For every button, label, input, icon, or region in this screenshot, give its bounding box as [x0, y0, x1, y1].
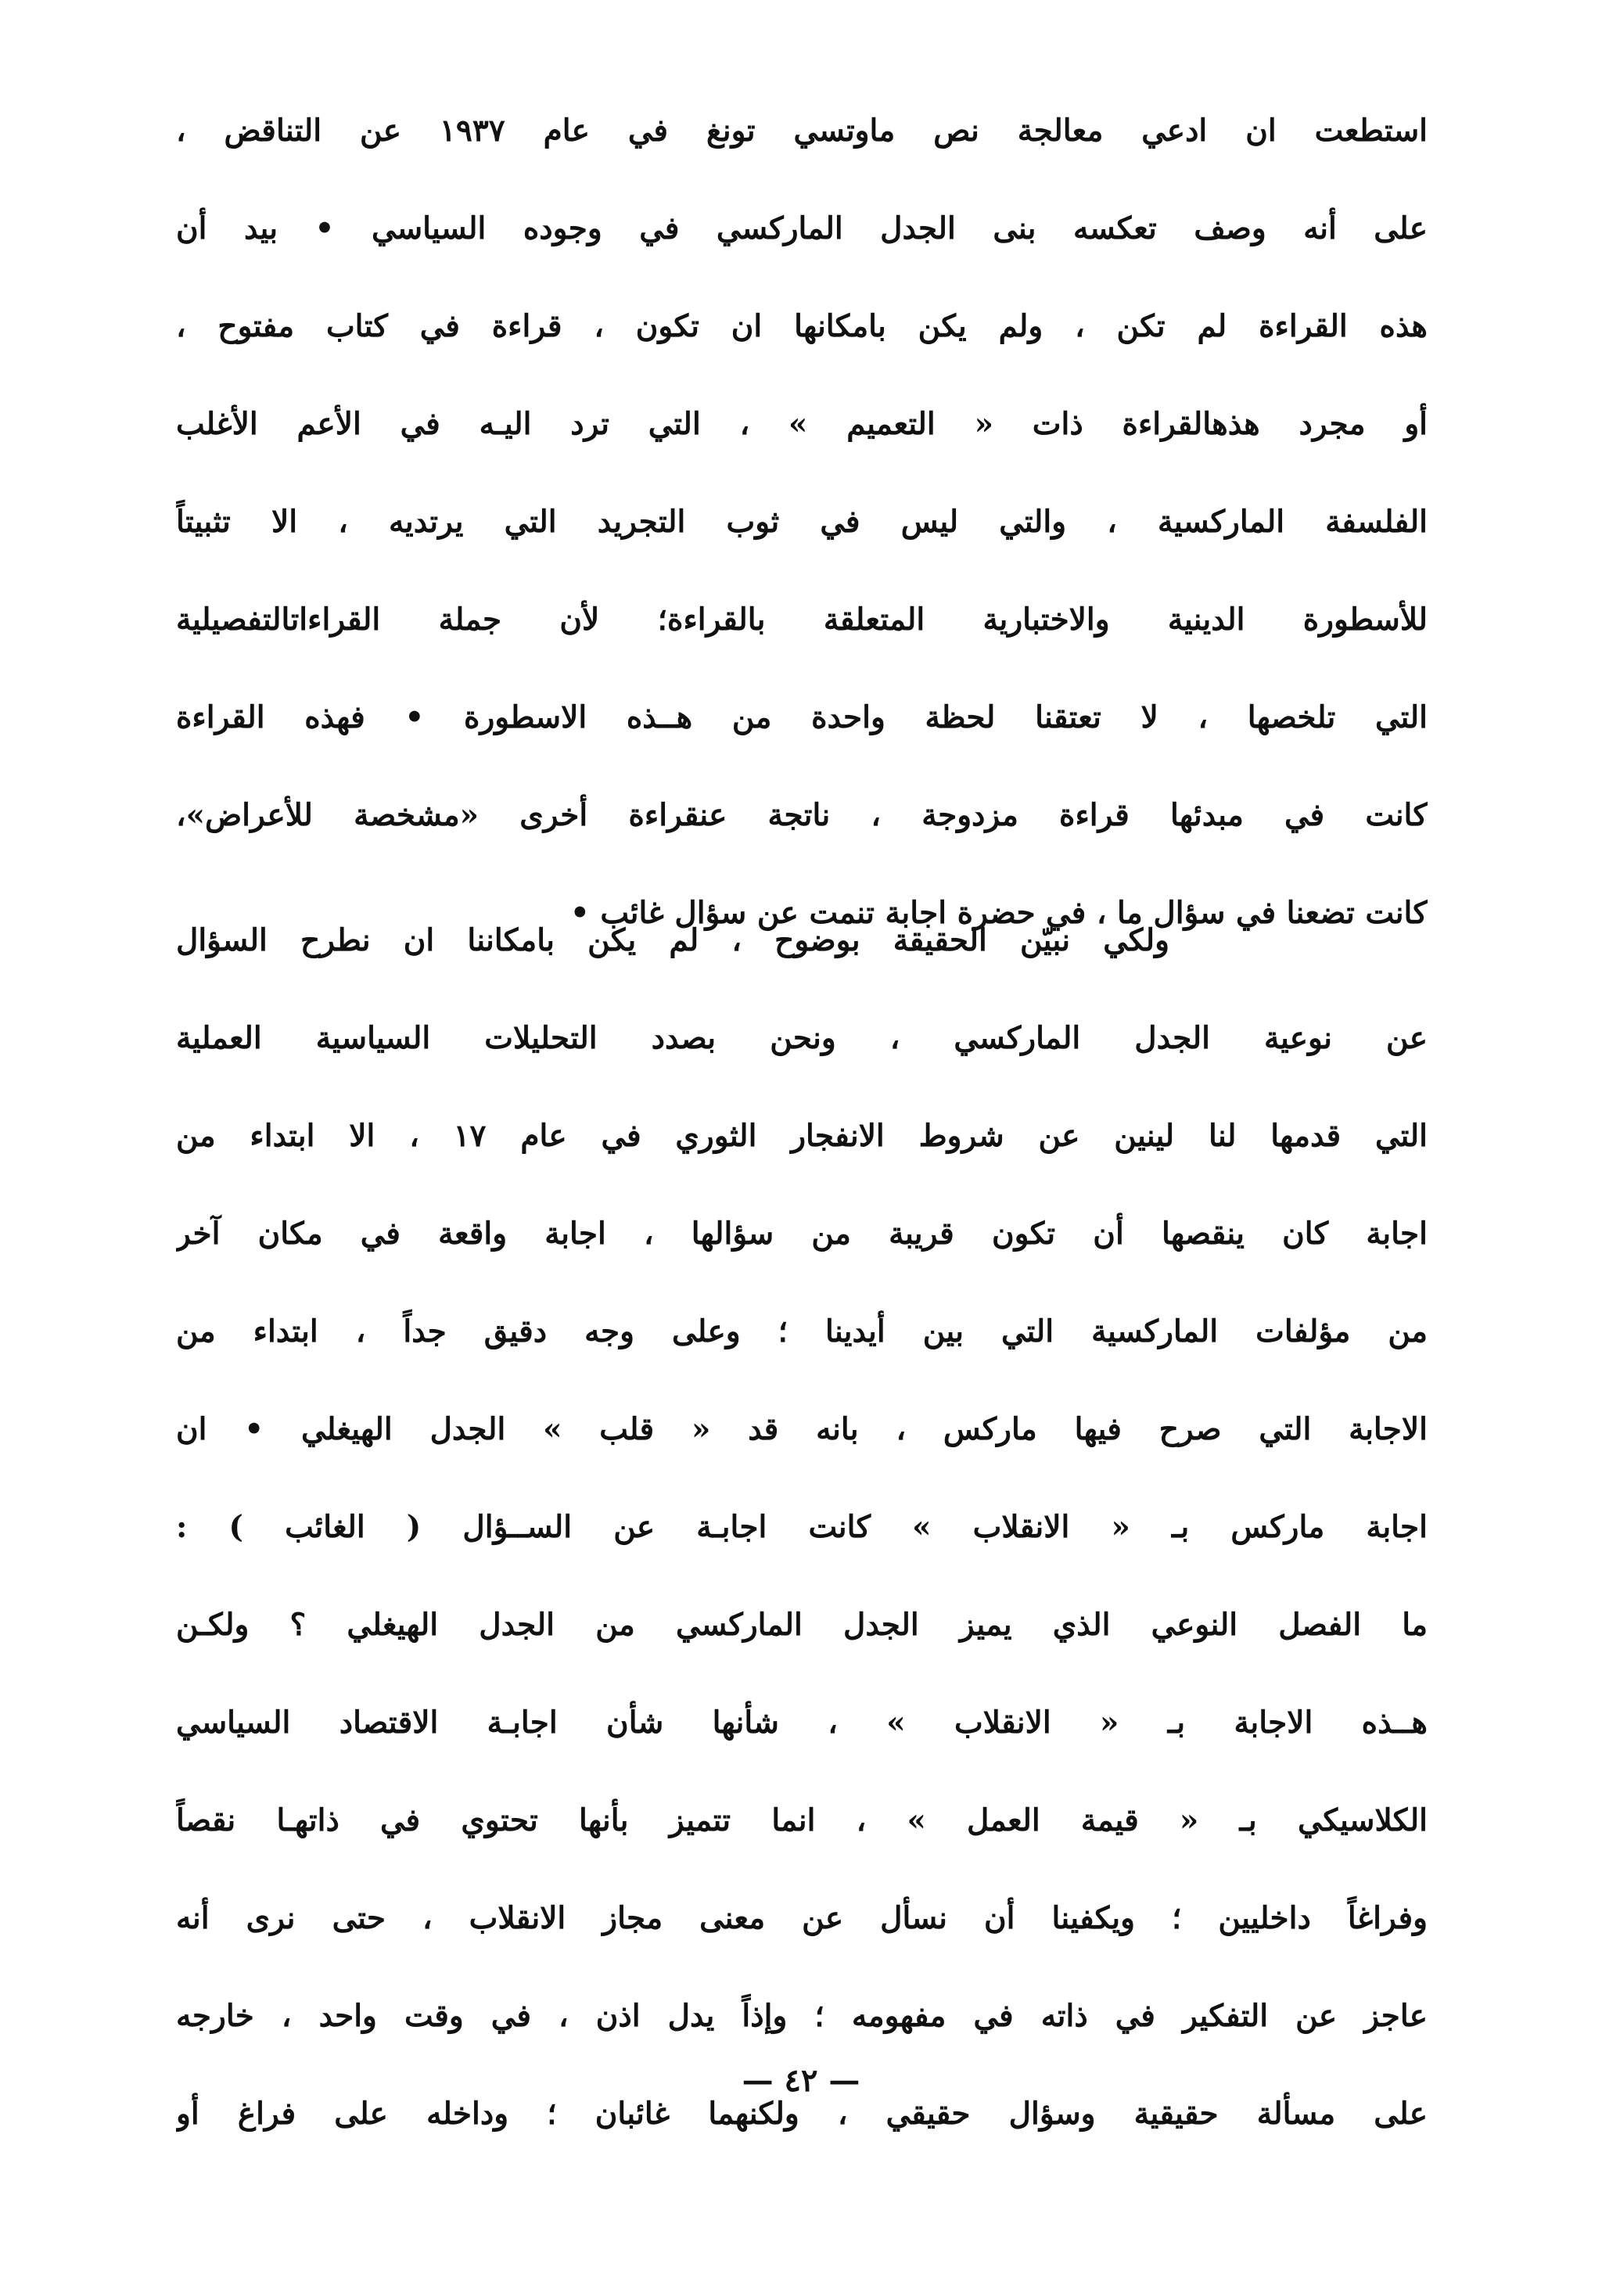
text-line: التي تلخصها ، لا تعتقنا لحظة واحدة من هــذه الاسطورة • فهذه القراءة [176, 699, 1428, 735]
text-line: هذه القراءة لم تكن ، ولم يكن بامكانها ان تكون ، قراءة في كتاب مفتوح ، [176, 308, 1428, 344]
paragraph-2 [176, 892, 1428, 2163]
text-line: أو مجرد هذهالقراءة ذات « التعميم » ، التي ترد اليـه في الأعم الأغلب [176, 406, 1428, 442]
text-line: الفلسفة الماركسية ، والتي ليس في ثوب التجريد التي يرتديه ، الا تثبيتاً [176, 504, 1428, 540]
text-line: استطعت ان ادعي معالجة نص ماوتسي تونغ في عام ١٩٣٧ عن التناقض ، [176, 113, 1428, 149]
text-line: اجابة كان ينقصها أن تكون قريبة من سؤالها ، اجابة واقعة في مكان آخر [176, 1216, 1428, 1252]
text-line: من مؤلفات الماركسية التي بين أيدينا ؛ وعلى وجه دقيق جداً ، ابتداء من [176, 1313, 1428, 1349]
text-line: على مسألة حقيقية وسؤال حقيقي ، ولكنهما غائبان ؛ وداخله على فراغ أو [176, 2096, 1428, 2132]
text-line: ما الفصل النوعي الذي يميز الجدل الماركسي من الجدل الهيغلي ؟ ولكـن [176, 1607, 1428, 1643]
text-line: الاجابة التي صرح فيها ماركس ، بانه قد « قلب » الجدل الهيغلي • ان [176, 1411, 1428, 1447]
text-line: اجابة ماركس بـ « الانقلاب » كانت اجابـة عن الســؤال ( الغائب ) : [176, 1509, 1428, 1545]
text-line: الكلاسيكي بـ « قيمة العمل » ، انما تتميز بأنها تحتوي في ذاتهـا نقصاً [176, 1802, 1428, 1838]
text-line: عاجز عن التفكير في ذاته في مفهومه ؛ وإذاً يدل اذن ، في وقت واحد ، خارجه [176, 1998, 1428, 2034]
text-line: هــذه الاجابة بـ « الانقلاب » ، شأنها شأن اجابـة الاقتصاد السياسي [176, 1705, 1428, 1741]
paragraph-1 [176, 82, 1428, 962]
text-line: وفراغاً داخليين ؛ ويكفينا أن نسأل عن معنى مجاز الانقلاب ، حتى نرى أنه [176, 1900, 1428, 1936]
text-line: كانت في مبدئها قراءة مزدوجة ، ناتجة عنقراءة أخرى «مشخصة للأعراض»، [176, 797, 1428, 833]
text-line: للأسطورة الدينية والاختبارية المتعلقة بالقراءة؛ لأن جملة القراءاتالتفصيلية [176, 602, 1428, 638]
text-line: على أنه وصف تعكسه بنى الجدل الماركسي في وجوده السياسي • بيد أن [176, 210, 1428, 246]
text-line: التي قدمها لنا لينين عن شروط الانفجار الثوري في عام ١٧ ، الا ابتداء من [176, 1118, 1428, 1154]
text-line: ولكي نبيّن الحقيقة بوضوح ، لم يكن بامكاننا ان نطرح السؤال [176, 922, 1169, 958]
text-line: عن نوعية الجدل الماركسي ، ونحن بصدد التحليلات السياسية العملية [176, 1020, 1428, 1056]
page-number: — ٤٢ — [742, 2062, 860, 2099]
text-line: كانت تضعنا في سؤال ما ، في حضرة اجابة تنمت عن سؤال غائب • [569, 895, 1428, 931]
